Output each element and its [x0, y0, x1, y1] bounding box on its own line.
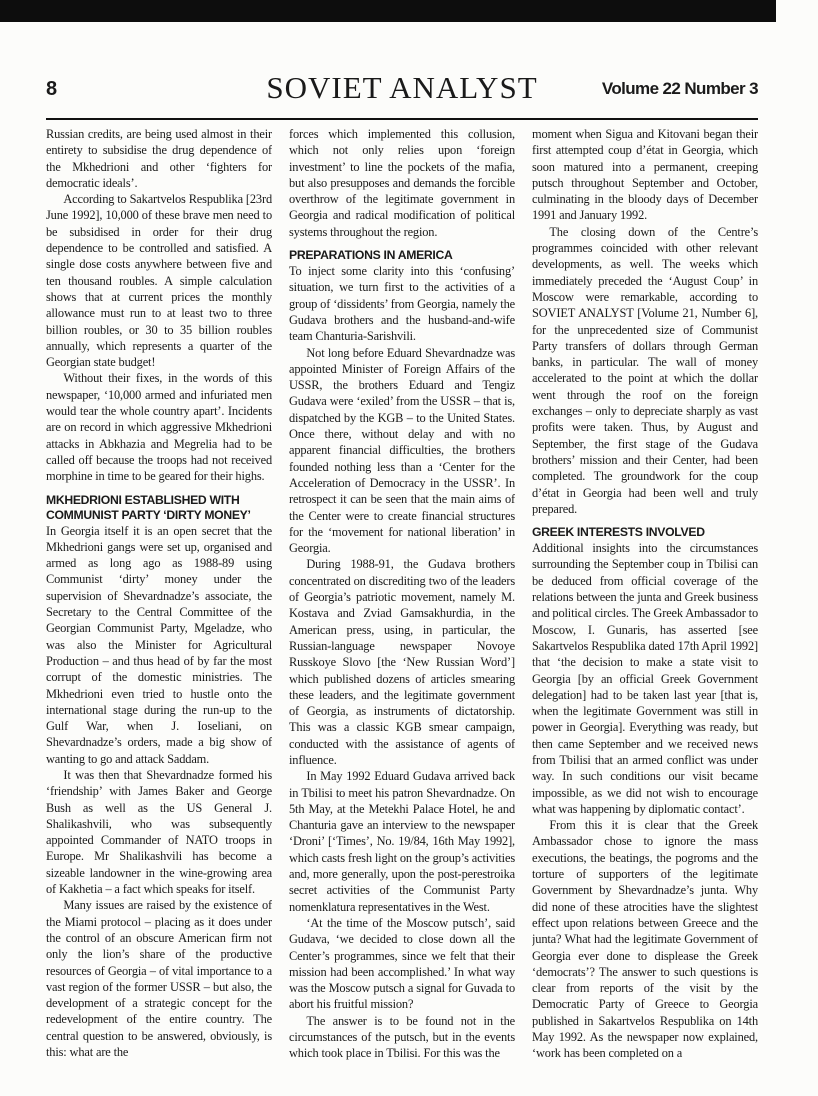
paragraph: Additional insights into the circumstances surrounding the September coup in Tbilisi can be deduced from official coverage of the relations between the junta and Greek business and political circles. The Greek Ambassador to Moscow, I. Gunaris, has asserted [see Sakartvelos Respublika dated 17th April 1992] that ‘the decision to make a state visit to Georgia [by an official Greek Government delegation] had to be taken last year [that is, when the legitimate Government was still in power in Georgia]. Everything was ready, but then came September and we received news from Tbilisi that an armed conflict was under way. In such conditions our visit became impossible, as we did not wish to encourage what was happening by diplomatic contact’.: [532, 541, 758, 816]
paragraph: moment when Sigua and Kitovani began their first attempted coup d’état in Georgia, which soon matured into a permanent, creeping putsch throughout September and October, culminating in the bloody days of December 1991 and January 1992.: [532, 127, 758, 223]
scan-top-edge: [0, 0, 818, 22]
paragraph: According to Sakartvelos Respublika [23rd June 1992], 10,000 of these brave men need to be subsidised in order for their drug dependence to be controlled and satisfied. A single dose costs anywhere between five and ten thousand roubles. A simple calculation shows that at current prices the monthly allowance must run to at least two to three billion roubles, or 30 to 35 billion roubles annually, which represents a quarter of the Georgian state budget!: [46, 192, 272, 370]
column-3: [532, 126, 758, 1086]
page-header: [46, 70, 758, 116]
column-2: [289, 126, 515, 1086]
scan-notch: [776, 0, 818, 22]
paragraph: In May 1992 Eduard Gudava arrived back in Tbilisi to meet his patron Shevardnadze. On 5th May, at the Metekhi Palace Hotel, he and Chanturia gave an interview to the newspaper ‘Droni’ [‘Times’, No. 19/84, 16th May 1992], which casts fresh light on the group’s activities and, more generally, upon the post-perestroika secret activities of the Communist Party nomenklatura representatives in the West.: [289, 769, 515, 914]
section-heading: MKHEDRIONI ESTABLISHED WITH COMMUNIST PARTY ‘DIRTY MONEY’: [46, 492, 251, 522]
paragraph: Russian credits, are being used almost in their entirety to subsidise the drug dependence of the Mkhedrioni and other ‘fighters for democratic ideals’.: [46, 127, 272, 190]
section-heading: PREPARATIONS IN AMERICA: [289, 248, 453, 263]
journal-title: SOVIET ANALYST: [266, 70, 538, 105]
paragraph: From this it is clear that the Greek Ambassador chose to ignore the mass executions, the beatings, the pogroms and the torture of supporters of the legitimate Government by Shevardnadze’s junta. Why did none of these atrocities have the slightest effect upon relations between Greece and the junta? What had the legitimate Government of Georgia ever done to displease the Greek ‘democrats’? The answer to such questions is clear from reports of the visit by the Democratic Party of Greece to Georgia published in Sakartvelos Respublika on 14th May 1992. As the newspaper now explained, ‘work has been completed on a: [532, 818, 758, 1061]
paragraph: ‘At the time of the Moscow putsch’, said Gudava, ‘we decided to close down all the Center’s programmes, since we felt that their mission had been accomplished.’ In what way was the Moscow putsch a signal for Guvada to abort his fruitful mission?: [289, 915, 515, 1012]
paragraph: It was then that Shevardnadze formed his ‘friendship’ with James Baker and George Bush as well as the US General J. Shalikashvili, who was subsequently appointed Commander of NATO troops in Europe. Mr Shalikashvili has become a sizeable landowner in the wine-growing area of Kakhetia – a fact which speaks for itself.: [46, 767, 272, 897]
paragraph: forces which implemented this collusion, which not only relies upon ‘foreign investment’ to line the pockets of the mafia, but also presupposes and demands the forcible overthrow of the legitimate government in Georgia and radical modification of political systems throughout the region.: [289, 127, 515, 239]
paragraph: To inject some clarity into this ‘confusing’ situation, we turn first to the activities of a group of ‘dissidents’ from Georgia, namely the Gudava brothers and the husband-and-wife team Chanturia-Sarishvili.: [289, 264, 515, 344]
column-1: [46, 126, 272, 1086]
paragraph: Not long before Eduard Shevardnadze was appointed Minister of Foreign Affairs of the USSR, the brothers Eduard and Tengiz Gudava were ‘exiled’ from the USSR – that is, dispatched by the KGB – to the United States. Once there, without delay and with no apparent financial difficulties, the brothers founded nothing less than a ‘Center for the Acceleration of Democracy in the USSR’. In retrospect it can be seen that the main aims of the Center were to create financial structures for the ‘movement for national liberation’ in Georgia.: [289, 345, 515, 556]
paragraph: Many issues are raised by the existence of the Miami protocol – placing as it does under the control of an obscure American firm not only the lion’s share of the productive resources of Georgia – of vital importance to a vast region of the former USSR – but also, the development of a strategic concept for the redevelopment of the entire country. The central question to be answered, obviously, is this: what are the: [46, 898, 272, 1060]
paragraph: The closing down of the Centre’s programmes coincided with other relevant developments, as well. The weeks which immediately preceded the ‘August Coup’ in Moscow were remarkable, according to SOVIET ANALYST [Volume 21, Number 6], for the unprecedented size of Communist Party transfers of dollars through German banks, in particular. The wall of money accelerated to the point at which the dollar went through the roof on the foreign exchanges – only to depreciate sharply as vast profits were taken. Thus, by August and September, the first stage of the Gudava brothers’ mission and their Center, had been completed. The groundwork for the coup d’état in Georgia had been well and truly prepared.: [532, 224, 758, 516]
header-rule: [46, 118, 758, 120]
paragraph: Without their fixes, in the words of this newspaper, ‘10,000 armed and infuriated men would tear the whole country apart’. Incidents are on record in which aggressive Mkhedrioni attacks in Abkhazia and Megrelia had to be called off because the troops had not received morphine in time to be geared for their highs.: [46, 371, 272, 484]
paragraph: During 1988-91, the Gudava brothers concentrated on discrediting two of the leaders of Georgia’s patriotic movement, namely M. Kostava and Zviad Gamsakhurdia, in the American press, using, in particular, the Russian-language newspaper Novoye Russkoye Slovo [the ‘New Russian Word’] which published dozens of articles smearing these leaders, and the legitimate government of Georgia, as instruments of dictatorship. This was a classic KGB smear campaign, conducted with the assistance of agents of influence.: [289, 557, 515, 767]
page-number: 8: [46, 78, 58, 100]
paragraph: The answer is to be found not in the circumstances of the putsch, but in the events which took place in Tbilisi. For this was the: [289, 1013, 515, 1061]
volume-issue: Volume 22 Number 3: [601, 79, 758, 98]
article-body: [46, 126, 758, 1086]
paragraph: In Georgia itself it is an open secret that the Mkhedrioni gangs were set up, organised and armed as long ago as 1988-89 using Communist ‘dirty’ money under the supervision of Shevardnadze’s associate, the Secretary to the Central Committee of the Georgian Communist Party, Mgeladze, who was also the Minister for Agricultural Production – and thus head of by far the most corrupt of the domestic ministries. The Mkhedrioni even tried to hustle onto the international stage during the run-up to the Gulf War, when J. Ioseliani, on Shevardnadze’s orders, made a big show of wanting to go and attack Saddam.: [46, 523, 272, 766]
section-heading: GREEK INTERESTS INVOLVED: [532, 525, 705, 540]
